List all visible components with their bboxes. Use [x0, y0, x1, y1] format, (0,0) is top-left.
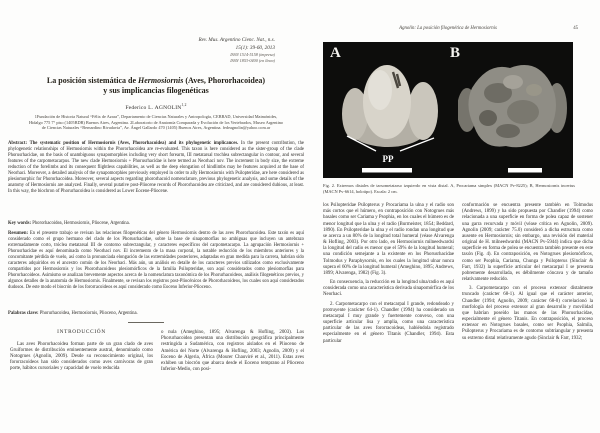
bone-b-mottle-4	[479, 110, 497, 126]
palabras-clave-line	[8, 311, 304, 316]
scale-bar-a	[362, 168, 412, 173]
bone-b-mottle-3	[503, 75, 523, 89]
issn-print: ISSN 1514-5158 (impresa)	[230, 52, 275, 58]
keywords-label: Key words:	[8, 221, 32, 226]
title-taxon: Hermosiornis	[138, 76, 184, 85]
intro-heading: INTRODUCCIÓN	[57, 329, 106, 335]
bone-b-mottle-5	[526, 84, 542, 96]
author-byline	[8, 103, 304, 111]
affiliation-note: 1Fundación de Historia Natural “Félix de Azara”, Departamento de Ciencias Naturales y Antropología, CEBBAD, Universidad Maimónides, Hidalgo 775 7° piso (1405BDB) Buenos Aires, Argentina. 2Laboratorio de Anatomía Comparada y Evolución de los Vertebrados, Museo Argentino de Ciencias Naturales “Bernardino Rivadavia”, Av. Ángel Gallardo 470 (1405) Buenos Aires, Argentina. fedeagnolin@yahoo.com.ar	[28, 114, 284, 131]
resumen-body: En el presente trabajo se revisan las relaciones filogenéticas del género Hermosiornis dentro de las aves Phororhacoidea. Este taxón es aquí considerado como el grupo hermano del clado de los Phorusrhacidae, sobre la base de sinapomorfías no ambiguas que incluyen un antebrazo extremadamente corto, tróclea metatarsal III de contorno subrectangular, y caracteres específicos del carpometacarpo. La agrupación Hermosiornis + Phorusrhacidae es aquí denominada como Neorhaci nov. El incremento de la masa corporal, la notable reducción de los miembros anteriores y la concomitante pérdida de vuelo, así como la pronunciada elongación de las extremidades posteriores, adaptadas en gran medida para la carrera, habrían sido caracteres adquiridos en el ancestro común de los Neorhaci. Más aún, un análisis en detalle de los caracteres previos utilizados como exclusivamente compartidos por Hermosiornis y los Phororhacoideos plesiomórficos de la familia Psilopteridae, son aquí considerados como plesiomorfías para Phororhacoideos. Asimismo se analizan brevemente aspectos acerca de la nomenclatura taxonómica de los Phorurhacoideos, análisis filogenéticos previos, y algunos detalles de la anatomía de Hermosiornis. Finalmente, se revisan los registros post-Pliocénicos de Phororhacoideos, los cuales son aquí considerados dudosos. De este modo el biocrón de los fororracoideos es aquí considerado como Eoceno Inferior-Plioceno.	[8, 231, 305, 290]
intro-paragraph: Las aves Phororhacoidea forman parte de un gran clado de aves Gruiformes de distribución eminentemente austral, denominado como Notogrues (Agnolin, 2009). Desde su reconocimiento original, los fororracoideos han sido considerados como aves carnívoras de gran porte, hábitos cursoriales y capacidad de vuelo reducida	[10, 341, 153, 372]
resumen-label: Resumen:	[8, 231, 29, 236]
title-line2: y sus implicancias filogenéticas	[103, 86, 209, 96]
panel-b-label: B	[450, 45, 461, 61]
page-number: 45	[573, 26, 578, 31]
paragraph: los Psilopteridae Psilopterus y Procariama la ulna y el radio son más cortos que el húmero, en contraposición con Notogrues más basales como ser Cariama y Psophia, en los cuales el húmero es de menor longitud que la ulna y el radio (Burmeister, 1854; Beddard, 1890). En Psilopteridae la ulna y el radio rondan una longitud que se acerca a un 80% de la longitud total humeral (véase Alvarenga & Hofling, 2003). Por otro lado, en Hermosiornis milneedwardsi la longitud del radio es menor que el 59% de la longitud humeral; una condición semejante a la existente en los Phorusrhacidae Tolmodus y Paraphysornis, en los cuales la longitud ulnar nunca supera el 60% de la longitud humeral (Ameghino, 1895; Andrews, 1899; Alvarenga, 1982) (Fig. 3).	[323, 203, 454, 276]
keywords-line	[8, 221, 304, 226]
abstract-label: Abstract:	[8, 141, 28, 146]
abstract-heading: The systematic position of Hermosiornis (Aves, Phororhacoidea) and its phylogenetic implicances.	[29, 141, 239, 146]
paragraph: conformación se encuentra presente también en Tolmodus (Andrews, 1899) y ha sido propuesta por Chandler (1994) como relacionada a una superficie en forma de polea capaz de sostener una garra recurvada y móvil (véase crítica en Agnolin, 2009). Agnolin (2009; carácter 75.0) consideró a dicha estructura como ausente en Hermosiornis; sin embargo, una revisión del material original de H. milneedwardsi (MACN Pv-5944) indica que dicha superficie en forma de polea se encuentra también presente en este taxón (Fig. 4). En contraposición, en Notogrues plesiomórficos, como ser Psophia, Cariama, Chunga y Psilopterus (Sinclair & Farr, 1932) la superficie articular del metacarpal I se presenta pobremente desarrollada, es débilmente cóncava y de tamaño relativamente reducido.	[462, 203, 593, 283]
journal-reference	[130, 37, 275, 64]
paragraph: 3. Carpometacarpo con el proceso extensor distalmente truncado (carácter 68-1). Al igual que el carácter anterior, Chandler (1994; Agnolin, 2009; carácter 68-0) correlacionó la morfología del proceso extensor al gran desarrollo y movilidad que habrían poseído las manos de las Phorusrhacidae, especialmente el género Titanis. En contraposición, el proceso extensor en Notogrues basales, como ser Psophia, Salmila, Psilopterus y Procariama es de contorno subtriangular y presenta su extremo distal relativamente agudo (Sinclair & Farr, 1932;	[462, 286, 593, 341]
tarsometatarsus-photo-b	[458, 48, 568, 176]
paragraph: En consecuencia, la reducción en la longitud ulna/radio es aquí considerada como una característica derivada sinapomórfica de los Neorhaci.	[323, 280, 454, 298]
page-title	[8, 76, 304, 97]
resumen-section	[8, 231, 304, 291]
paragraph: 2. Carpometacarpo con el metacarpal I grande, redondeado y protruyente (carácter 64-1). Chandler (1994) ha considerado un metacarpal I muy grande y fuertemente convexo, con una superficie articular lisa y amplia, como una característica particular de las aves fororracoideas, habiéndola registrado especialmente en el género Titanis (Chandler, 1994). Esta particular	[323, 301, 454, 344]
issn-online: ISSN 1853-0400 (en línea)	[230, 58, 275, 64]
tarsometatarsus-photo-a	[336, 48, 446, 176]
scale-bar-b	[508, 168, 542, 173]
title-text: La posición sistemática de	[46, 76, 139, 85]
intro-column-right	[161, 330, 304, 376]
figure-caption: Fig. 2. Extremos distales de tarsometatarso izquierdo en vista distal. A, Procariama simplex (MACN Pv-8225); B, Hermosiornis incertus (MACN Pv-6614, holotipo). Escala: 2 cm.	[323, 183, 575, 194]
abstract-section	[8, 141, 304, 195]
intro-paragraph-cont: o nula (Ameghino, 1895; Alvarenga & Hofling, 2003). Los Phorurhacoidea presentan una distribución geográfica principalmente restringida a Sudamérica, con registros aislados en el Plioceno de América del Norte (Alvarenga & Hofling, 2003; Agnolin, 2009) y el Eoceno de Algeria, África (Mourer Chauviré et al., 2011). Estas aves exhiben un biocrón que abarca desde el Eoceno temprano al Plioceno Inferior-Medio, con posi-	[161, 330, 304, 373]
keywords-text: Phororhacoidea, Hermosiornis, Pliocene, Argentina.	[32, 221, 130, 226]
abstract-body: In the present contribution, the phylogenetic relationships of Hermosiornis within the Phororhacoidea are re-evaluated. This taxon is here considered as the sister-group of the clade Phorusrhacidae, on the basis of unambiguous synapomorphies including very short forearm, III metatarsal trochlea subrectangular in contour, and several features of the carpometacarpus. The new clade Hermosiornis + Phorusrhacidae is here termed as Neorhaci nov. The increment in body size, the extreme reduction of the forelimbs and its consequent flightless capabilities, as well as the deep elongation of hindlimbs may be features acquired at the base of Neorhaci. Moreover, a detailed analysis of the synapomorphies previously employed in order to ally Hermosiornis with Psilopteridae, are here considered as plesiomorphic for Phororhacoidea. Moreover, several aspects regarding phororhacoid nomenclature, previous phylogenetic analysis, and some details of the anatomy of Hermosiornis are analyzed. Finally, several putative post-Pliocene records of Phororhacoidea are criticized, and are considered dubious, at least. In this way, the biochron of Phorurhacoidea is considered as Lower Eocene-Pliocene.	[8, 141, 305, 194]
bone-b-mottle-2	[507, 100, 539, 124]
journal-issue: 15(1): 39-60, 2013	[235, 44, 275, 51]
running-head: Agnolín: La posición filogenética de Hermosiornis	[399, 26, 497, 31]
palabras-label: Palabras clave:	[8, 311, 39, 316]
author-superscript: 1,2	[181, 103, 187, 107]
body-column-left	[323, 203, 454, 348]
palabras-text: Phorurhacoidea, Hermosiornis, Plioceno, Argentina.	[39, 311, 138, 316]
title-text-post: (Aves, Phororhacoidea)	[183, 76, 266, 85]
pp-annotation: PP	[382, 154, 394, 164]
section-divider	[128, 322, 164, 323]
bone-b-mottle-6	[496, 124, 520, 138]
bone-a-right-trochlea	[408, 82, 438, 140]
bone-a-highlight	[368, 70, 392, 110]
author-name: Federico L. AGNOLIN	[125, 104, 182, 111]
journal-name: Rev. Mus. Argentino Cienc. Nat., n.s.	[198, 37, 275, 43]
intro-column-left	[10, 329, 153, 376]
panel-a-label: A	[330, 45, 341, 61]
body-column-right	[462, 203, 593, 345]
figure-2-photo-panel	[323, 42, 573, 178]
